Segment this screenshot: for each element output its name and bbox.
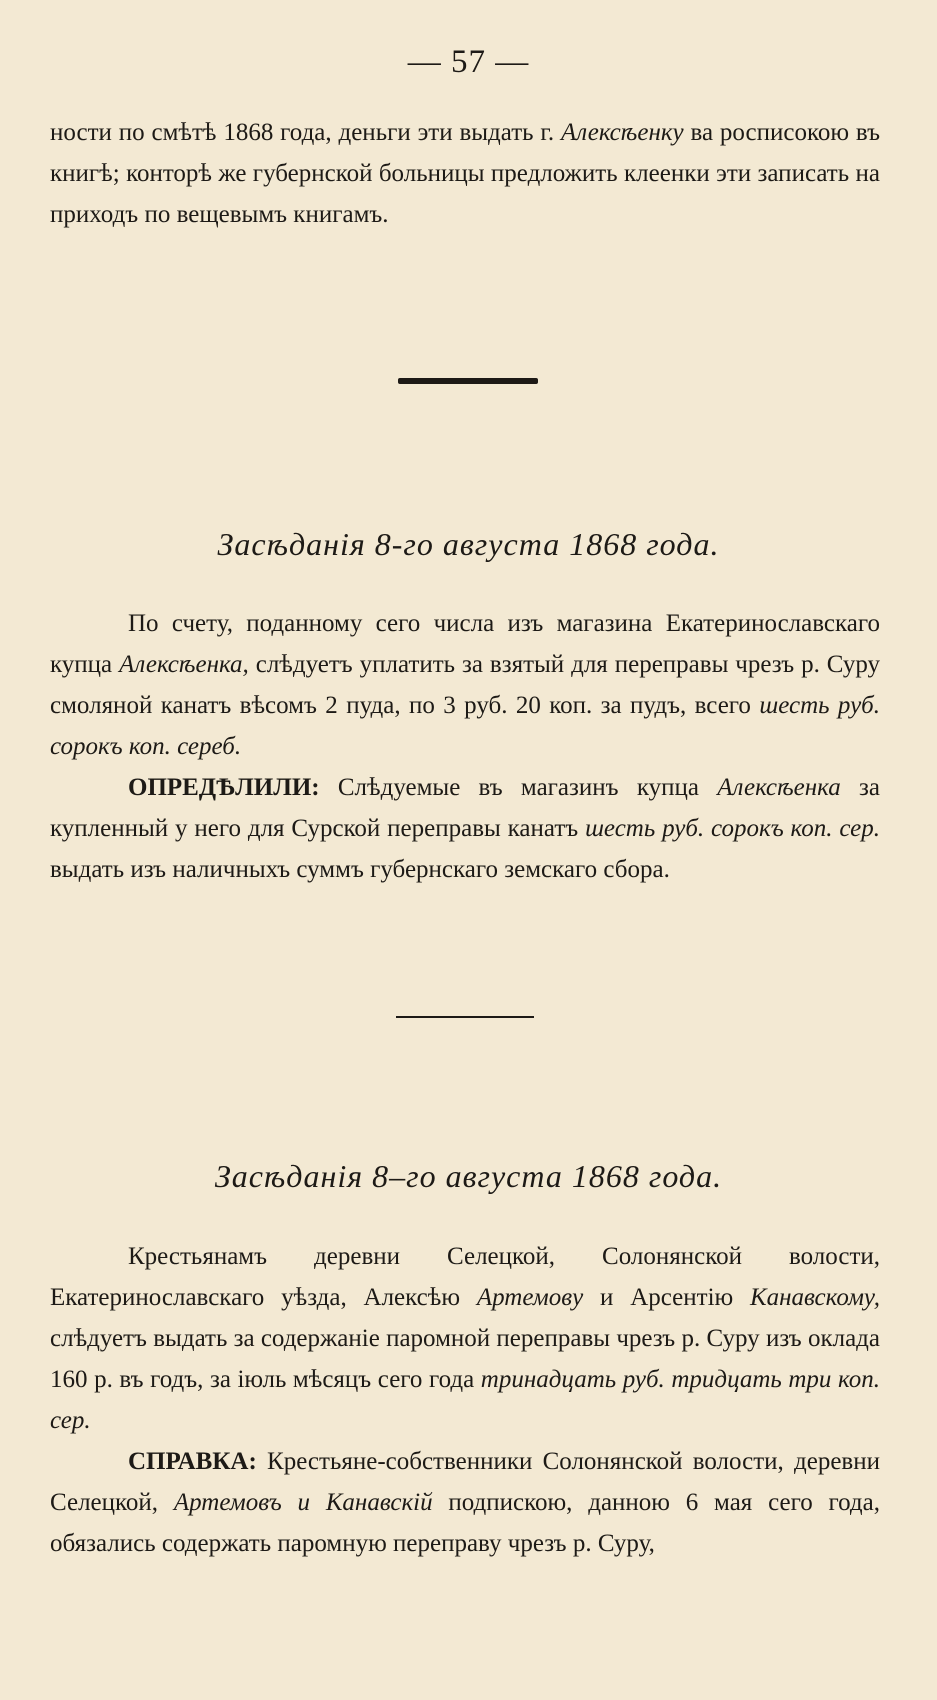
- text-run: выдать изъ наличныхъ суммъ губернскаго земскаго сбора.: [50, 856, 670, 883]
- text-run: за купленный у него для Сурской переправы канатъ: [50, 774, 880, 842]
- section-heading-2: Засѣданія 8–го августа 1868 года.: [214, 1158, 723, 1194]
- text-run-italic: шесть руб. сорокъ коп. сереб.: [50, 692, 880, 760]
- text-run: По счету, поданному сего числа изъ магазина Екатеринославскаго купца: [50, 610, 880, 678]
- text-run-italic: тринадцать руб. тридцать три коп. сер.: [50, 1366, 880, 1434]
- text-run: слѣдуетъ уплатить за взятый для переправы чрезъ р. Суру смоляной канатъ вѣсомъ 2 пуда, по 3 руб. 20 коп. за пудъ, всего: [50, 651, 880, 719]
- text-run-italic: Алексѣенку: [560, 119, 684, 146]
- resolution-label: ОПРЕДѢЛИЛИ:: [128, 774, 320, 801]
- section-1-paragraph-2: [50, 767, 880, 890]
- text-run-italic: шесть руб. сорокъ коп. сер.: [585, 815, 880, 842]
- section-2-paragraph-2: [50, 1441, 880, 1564]
- text-run: Слѣдуемые въ магазинъ купца: [319, 774, 718, 801]
- reference-label: СПРАВКА:: [128, 1448, 257, 1475]
- text-run-italic: Артемовъ и Канавскій: [173, 1489, 433, 1516]
- section-2-paragraph-1: [50, 1236, 880, 1441]
- page-number: — 57 —: [407, 44, 530, 80]
- section-divider-thin: [396, 1016, 534, 1018]
- section-1-body: [50, 603, 880, 890]
- section-divider-bold: [398, 378, 538, 384]
- text-run-italic: Алексѣенка: [717, 774, 841, 801]
- text-run: слѣдуетъ выдать за содержаніе паромной переправы чрезъ р. Суру изъ оклада 160 р. въ годъ, за іюль мѣсяцъ сего года: [50, 1325, 880, 1393]
- text-run-italic: Алексѣенка,: [119, 651, 249, 678]
- text-run: ва росписокою въ книгѣ; конторѣ же губернской больницы предложить клеенки эти записать на приходъ по вещевымъ книгамъ.: [50, 119, 880, 228]
- text-run: Крестьянамъ деревни Селецкой, Солонянской волости, Екатеринославскаго уѣзда, Алексѣю: [50, 1243, 880, 1311]
- text-run: Крестьяне-собственники Солонянской волости, деревни Селецкой,: [50, 1448, 880, 1516]
- section-1-paragraph-1: [50, 603, 880, 767]
- text-run: ности по смѣтѣ 1868 года, деньги эти выдать г.: [50, 119, 561, 146]
- text-run: и Арсентію: [583, 1284, 751, 1311]
- section-2-body: [50, 1236, 880, 1564]
- section-heading-1: Засѣданія 8-го августа 1868 года.: [217, 526, 720, 562]
- text-run-italic: Канавскому,: [750, 1284, 880, 1311]
- continuation-paragraph: [50, 112, 880, 235]
- text-run-italic: Артемову: [476, 1284, 584, 1311]
- text-run: подпискою, данною 6 мая сего года, обязались содержать паромную переправу чрезъ р. Суру,: [50, 1489, 880, 1557]
